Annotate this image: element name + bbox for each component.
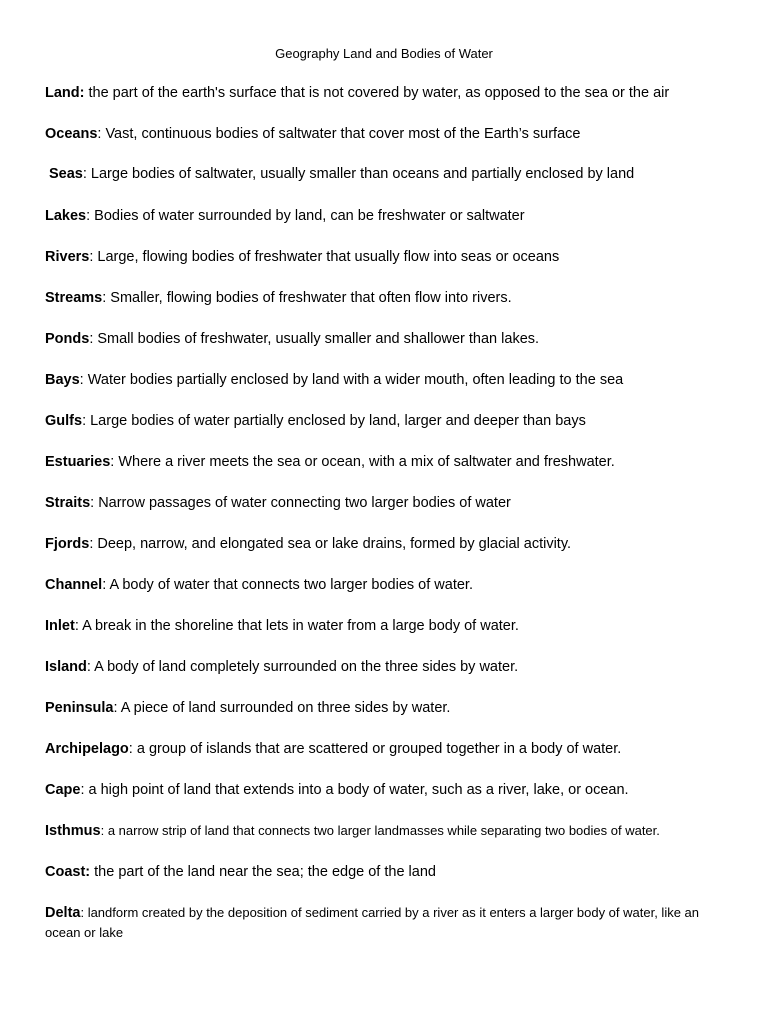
term-gulfs: Gulfs — [45, 413, 83, 429]
entry-streams — [45, 288, 735, 308]
definition-fjords: : Deep, narrow, and elongated sea or lake drains, formed by glacial activity. — [89, 536, 572, 552]
term-cape: Cape — [45, 782, 81, 798]
term-straits: Straits — [45, 495, 91, 511]
definition-estuaries: : Where a river meets the sea or ocean, with a mix of saltwater and freshwater. — [110, 454, 615, 470]
definition-rivers: : Large, flowing bodies of freshwater that usually flow into seas or oceans — [89, 249, 560, 265]
term-delta: Delta — [45, 905, 81, 921]
term-bays: Bays — [45, 372, 80, 388]
term-ponds: Ponds — [45, 331, 90, 347]
term-land: Land: — [45, 85, 85, 101]
entry-island — [45, 657, 735, 677]
entry-oceans — [45, 124, 735, 144]
term-inlet: Inlet — [45, 618, 75, 634]
definition-cape: : a high point of land that extends into a body of water, such as a river, lake, or ocean. — [80, 782, 629, 798]
entry-fjords — [45, 534, 735, 554]
entry-seas — [49, 164, 739, 184]
definition-coast: the part of the land near the sea; the edge of the land — [90, 864, 436, 880]
definition-oceans: : Vast, continuous bodies of saltwater that cover most of the Earth’s surface — [97, 126, 581, 142]
term-estuaries: Estuaries — [45, 454, 111, 470]
term-oceans: Oceans — [45, 126, 98, 142]
definition-channel: : A body of water that connects two larger bodies of water. — [102, 577, 473, 593]
entry-rivers — [45, 247, 735, 267]
entry-archipelago — [45, 739, 735, 759]
entry-bays — [45, 370, 735, 390]
term-coast: Coast: — [45, 864, 91, 880]
term-archipelago: Archipelago — [45, 741, 129, 757]
term-streams: Streams — [45, 290, 103, 306]
term-seas: Seas — [49, 166, 83, 182]
entry-straits — [45, 493, 735, 513]
entry-channel — [45, 575, 735, 595]
definition-land: the part of the earth's surface that is not covered by water, as opposed to the sea or the air — [84, 85, 670, 101]
definition-seas: : Large bodies of saltwater, usually smaller than oceans and partially enclosed by land — [82, 166, 635, 182]
definition-island: : A body of land completely surrounded on the three sides by water. — [86, 659, 519, 675]
definition-delta: : landform created by the deposition of sediment carried by a river as it enters a larger body of water, like an ocean or lake — [45, 905, 700, 940]
definition-archipelago: : a group of islands that are scattered or grouped together in a body of water. — [128, 741, 622, 757]
entry-gulfs — [45, 411, 735, 431]
entry-coast — [45, 862, 735, 882]
definition-inlet: : A break in the shoreline that lets in water from a large body of water. — [74, 618, 519, 634]
term-isthmus: Isthmus — [45, 823, 101, 839]
term-island: Island — [45, 659, 87, 675]
entry-delta — [45, 903, 725, 943]
entry-estuaries — [45, 452, 735, 472]
term-rivers: Rivers — [45, 249, 90, 265]
definition-peninsula: : A piece of land surrounded on three sides by water. — [113, 700, 451, 716]
term-fjords: Fjords — [45, 536, 90, 552]
definition-straits: : Narrow passages of water connecting two larger bodies of water — [90, 495, 511, 511]
definition-lakes: : Bodies of water surrounded by land, can be freshwater or saltwater — [86, 208, 525, 224]
definition-ponds: : Small bodies of freshwater, usually smaller and shallower than lakes. — [89, 331, 540, 347]
definition-bays: : Water bodies partially enclosed by land with a wider mouth, often leading to the sea — [79, 372, 624, 388]
term-peninsula: Peninsula — [45, 700, 114, 716]
definition-streams: : Smaller, flowing bodies of freshwater that often flow into rivers. — [102, 290, 512, 306]
definition-gulfs: : Large bodies of water partially enclosed by land, larger and deeper than bays — [82, 413, 586, 429]
entry-isthmus — [45, 821, 735, 841]
entry-land — [45, 83, 735, 103]
entry-ponds — [45, 329, 735, 349]
document-title: Geography Land and Bodies of Water — [275, 46, 493, 61]
term-channel: Channel — [45, 577, 103, 593]
definition-isthmus: : a narrow strip of land that connects two larger landmasses while separating two bodies of water. — [100, 823, 660, 838]
entry-cape — [45, 780, 735, 800]
term-lakes: Lakes — [45, 208, 87, 224]
entry-peninsula — [45, 698, 735, 718]
entry-lakes — [45, 206, 735, 226]
entry-inlet — [45, 616, 735, 636]
